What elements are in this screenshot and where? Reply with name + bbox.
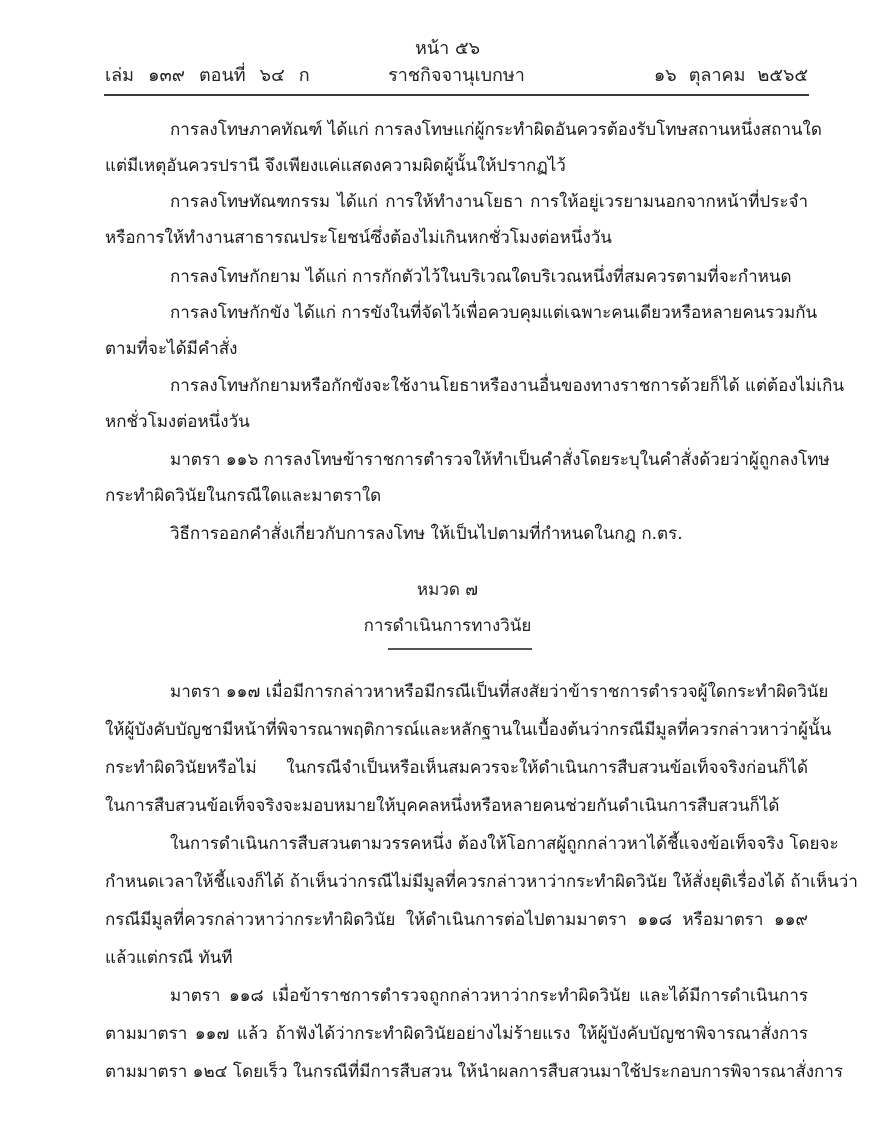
date-day: ๑๖	[653, 65, 677, 86]
date-year: ๒๕๖๕	[757, 65, 808, 86]
publication-title: ราชกิจจานุเบกษา	[388, 65, 525, 86]
paragraph-line: การลงโทษกักยามหรือกักขังจะใช้งานโยธาหรืองานอื่นของทางราชการด้วยก็ได้ แต่ต้องไม่เกิน	[170, 376, 845, 396]
paragraph-line: หรือการให้ทำงานสาธารณประโยชน์ซึ่งต้องไม่เกินหกชั่วโมงต่อหนึ่งวัน	[105, 228, 612, 248]
volume-label: เล่ม	[105, 65, 135, 86]
chapter-title: การดำเนินการทางวินัย	[363, 616, 532, 636]
paragraph-line: ในการดำเนินการสืบสวนตามวรรคหนึ่ง ต้องให้โอกาสผู้ถูกกล่าวหาได้ชี้แจงข้อเท็จจริง โดยจะ	[170, 834, 839, 854]
paragraph-line: ตามที่จะได้มีคำสั่ง	[105, 339, 238, 359]
paragraph-line: มาตรา ๑๑๗ เมื่อมีการกล่าวหาหรือมีกรณีเป็นที่สงสัยว่าข้าราชการตำรวจผู้ใดกระทำผิดวินัย	[170, 682, 829, 702]
paragraph-line: กระทำผิดวินัยในกรณีใดและมาตราใด	[105, 486, 382, 506]
paragraph-line: การลงโทษกักยาม ได้แก่ การกักตัวไว้ในบริเวณใดบริเวณหนึ่งที่สมควรตามที่จะกำหนด	[170, 267, 792, 287]
section-number: ๖๔	[259, 65, 285, 86]
paragraph-line: ตามมาตรา ๑๒๔ โดยเร็ว ในกรณีที่มีการสืบสวน ให้นำผลการสืบสวนมาใช้ประกอบการพิจารณาสั่งการ	[105, 1062, 844, 1082]
paragraph-line: กรณีมีมูลที่ควรกล่าวหาว่ากระทำผิดวินัย ให้ดำเนินการต่อไปตามมาตรา ๑๑๘ หรือมาตรา ๑๑๙	[105, 910, 808, 930]
gazette-header	[105, 64, 808, 88]
volume-number: ๑๓๙	[148, 65, 185, 86]
paragraph-line: วิธีการออกคำสั่งเกี่ยวกับการลงโทษ ให้เป็นไปตามที่กำหนดในกฎ ก.ตร.	[170, 524, 683, 544]
paragraph-line: แล้วแต่กรณี ทันที	[105, 948, 233, 968]
paragraph-line: แต่มีเหตุอันควรปรานี จึงเพียงแค่แสดงความผิดผู้นั้นให้ปรากฏไว้	[105, 156, 566, 176]
date-month: ตุลาคม	[688, 65, 746, 86]
paragraph-line: การลงโทษกักขัง ได้แก่ การขังในที่จัดไว้เพื่อควบคุมแต่เฉพาะคนเดียวหรือหลายคนรวมกัน	[170, 303, 818, 323]
section-type: ก	[298, 65, 310, 86]
paragraph-line: กระทำผิดวินัยหรือไม่ ในกรณีจำเป็นหรือเห็นสมควรจะให้ดำเนินการสืบสวนข้อเท็จจริงก่อนก็ได้	[105, 758, 808, 778]
page-number: หน้า ๕๖	[414, 38, 481, 59]
paragraph-line: การลงโทษภาคทัณฑ์ ได้แก่ การลงโทษแก่ผู้กระทำผิดอันควรต้องรับโทษสถานหนึ่งสถานใด	[170, 120, 822, 140]
header-divider	[104, 94, 809, 96]
paragraph-line: ตามมาตรา ๑๑๗ แล้ว ถ้าฟังได้ว่ากระทำผิดวินัยอย่างไม่ร้ายแรง ให้ผู้บังคับบัญชาพิจารณาสั่งการ	[105, 1024, 808, 1044]
paragraph-line: หกชั่วโมงต่อหนึ่งวัน	[105, 412, 250, 432]
paragraph-line: กำหนดเวลาให้ชี้แจงก็ได้ ถ้าเห็นว่ากรณีไม่มีมูลที่ควรกล่าวหาว่ากระทำผิดวินัย ให้สั่งยุติเรื่องได้ ถ้าเห็นว่า	[105, 872, 858, 892]
section-label: ตอนที่	[198, 65, 246, 86]
paragraph-line: การลงโทษทัณฑกรรม ได้แก่ การให้ทำงานโยธา การให้อยู่เวรยามนอกจากหน้าที่ประจำ	[170, 192, 808, 212]
chapter-divider	[388, 648, 532, 650]
paragraph-line: มาตรา ๑๑๘ เมื่อข้าราชการตำรวจถูกกล่าวหาว่ากระทำผิดวินัย และได้มีการดำเนินการ	[170, 986, 808, 1006]
issue-date	[642, 64, 808, 88]
chapter-number: หมวด ๗	[416, 580, 479, 600]
paragraph-line: ให้ผู้บังคับบัญชามีหน้าที่พิจารณาพฤติการณ์และหลักฐานในเบื้องต้นว่ากรณีมีมูลที่ควรกล่าวหาว่าผู้นั้น	[105, 720, 832, 740]
paragraph-line: ในการสืบสวนข้อเท็จจริงจะมอบหมายให้บุคคลหนึ่งหรือหลายคนช่วยกันดำเนินการสืบสวนก็ได้	[105, 796, 780, 816]
paragraph-line: มาตรา ๑๑๖ การลงโทษข้าราชการตำรวจให้ทำเป็นคำสั่งโดยระบุในคำสั่งด้วยว่าผู้ถูกลงโทษ	[170, 450, 830, 470]
